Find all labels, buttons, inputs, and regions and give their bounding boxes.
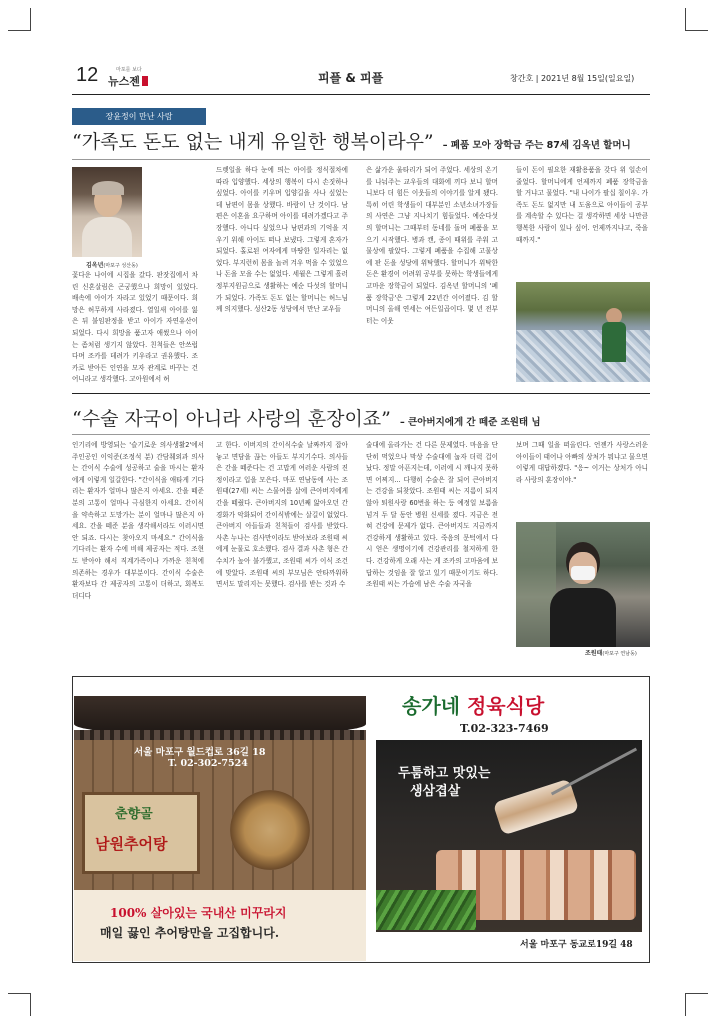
article1-column-1-top (150, 165, 202, 267)
header-rule (72, 94, 650, 95)
ad-name-part2: 정육식당 (466, 694, 545, 718)
elderly-woman-photo (72, 167, 142, 257)
page-number: 12 (76, 64, 99, 86)
crop-mark-bottom-left (8, 993, 31, 1016)
issue-date: 창간호 | 2021년 8월 15일(일요일) (510, 74, 635, 83)
crop-mark-bottom-right (685, 993, 708, 1016)
ad-right-butcher (372, 680, 646, 959)
article2-column-1: 인기리에 방영되는 '슬기로운 의사생활2'에서 주인공인 이익준(조정석 분) 간담췌외과 의사는 간이식 수술에 성공하고 술을 마시는 환자에게 이렇게 일갈한다. "간이식을 애타게 기다리는 환자가 얼마나 많은지 아세요. 간을 떼준 분의 고통이 얼마나 극심한지 아세요. 간이식을 약속하고 도망가는 분이 얼마나 많은지 아세요. 간을 떼준 분을 생각해서라도 이러시면 안 되죠. 다시는 찾아오지 마세요." 간이식을 기다리는 환자 수에 비해 제공자는 적다. 조현도 받아야 해서 직계가족이나 가까운 친척에 의존하는 경우가 대부분이다. 간이식 수술은 환자보다 간 제공자의 고통이 더하고, 회복도 더디다 (72, 441, 204, 600)
logo-mark-icon (142, 76, 148, 86)
caption-detail: (마포구 성산동) (103, 263, 138, 269)
article1-column-1: 꽃다운 나이에 시집을 갔다. 판잣집에서 차린 신혼살림은 곤궁했으나 희망이 있었다. 배속에 아이가 자라고 있었기 때문이다. 희망은 허무하게 사라졌다. 열일새 아이를 잃은 뒤 불임판정을 받고 아이가 자연유산이 되었다. 다시 희망을 품고자 애썼으나 아이는 좀처럼 생기지 않았다. 친척들은 안쓰럽다며 조카를 데려가 키우라고 권유했다. 조카로 받아든 인연을 모자 관계로 바꾸는 건 어니라고 생각했다. 고아원에서 허 (72, 271, 198, 384)
masthead-logo (108, 66, 148, 89)
article1-column-3: 은 삶가운 울타리가 되어 주었다. 세상의 온기를 나눠주는 교우들의 대화에 끼다 보니 할머니보다 더 힘든 이웃들의 이야기를 알게 됐다. 특히 어린 학생들이 대부분인 소년소녀가장들의 사연은 그냥 지나치기 힘들었다. 예순다섯의 할머니는 그때부터 동네를 돌며 폐품을 모으기 시작했다. 병과 캔, 종이 때위를 주워 고물상에 팔았다. 그렇게 폐품을 수집해 고물상에 판 돈을 성당에 위탁했다. 할머니가 위탁한 돈은 환경이 어려워 공부를 못하는 학생들에게 고마운 장학금이 되었다. 김옥년 할머니의 '폐품 장학금'은 그렇게 22년간 이어졌다. 김 할머니의 올해 연세는 여든일곱이다. 몇 년 전부터는 이웃 (366, 166, 498, 325)
ad-address: 서울 마포구 월드컵로 36길 18 (134, 747, 266, 758)
caption-name: 조원태 (585, 650, 603, 657)
tagline-line-2: 생삼겹살 (410, 784, 461, 799)
photo-caption (585, 648, 637, 657)
logo-text: 뉴스젠 (108, 75, 140, 88)
subhead-text: – 큰아버지에게 간 떼준 조원태 님 (400, 417, 541, 428)
slogan-panel (74, 890, 366, 961)
ad-name-part1: 송가네 (402, 694, 460, 718)
recycling-photo (516, 282, 650, 382)
headline-text: “가족도 돈도 없는 내게 유일한 행복이라우” (72, 131, 434, 153)
article-separator (72, 393, 650, 394)
sign-bottom-text: 남원추어탕 (95, 835, 168, 853)
soup-bowl-image (230, 790, 310, 870)
article2-column-2: 고 한다. 이버지의 간이식수술 날짜까지 잡아 놓고 면담을 끊는 아들도 부지기수다. 의사들은 간을 떼준다는 건 고맙게 여러운 사람의 진정이라고 입을 모은다. 마포 연남동에 사는 조원태(27세) 씨는 스물여릅 살에 큰아버지에게 간을 떼줬다. 큰아버지의 10년째 앓아오던 간경화가 악화되어 간이식밖에는 살길이 없었다. 큰아버지 아들들과 친척들이 검사를 받았다. 사촌 누나는 검사만이라도 받아보라 조원태 씨에게 눈물로 호소했다. 검사 결과 사촌 형은 간수치가 높아 불가했고, 조원태 씨가 이식 조건에 맞았다. 조원태 씨의 부모님은 안타까워하면서도 말리지는 못했다. 검사를 받는 것과 수 (216, 441, 348, 589)
ad-phone: T. 02-302-7524 (168, 758, 248, 769)
ad-name (402, 690, 544, 719)
article1-column-2: 드렛일을 하다 눈에 띄는 아이를 정식절차에 따라 입양했다. 세상의 행복이 다시 손짓하나 싶었다. 아이를 키우며 입양길을 사나 싶었는데 남편이 몸을 상했다. 바람이 난 것이다. 남편은 이혼을 요구하며 아이를 데려가겠다고 주장했다. 아니다 싶었으나 남편과의 기억을 지우기 위해 아이도 떠나 보냈다. 그렇게 혼자가 되었다. 홀로된 여자에게 마땅한 일자리는 없었다. 부지런히 몸을 놀려 겨우 먹을 수 있었으나 돈을 모을 수는 없었다. 세월은 그렇게 흘러 정부지원금으로 생활하는 예순 다섯의 할머니가 되었다. 가족도 돈도 없는 할머니는 허느님께 의지했다. 성산2동 성당에서 만난 교우들 (216, 166, 348, 314)
slogan-line-1: 100% 살아있는 국내산 미꾸라지 (110, 906, 287, 920)
article1-column-4: 들이 돈이 필요한 재활용품을 갖다 위 일손이 줄었다. 할머니에게 언제까지 폐품 장학금을 할 거냐고 물었다. "내 나이가 팔십 칠이우. 가족도 돈도 없지만 내 도움으로 아이들이 공부를 계속할 수 있다는 걸 생각하면 세상 나만큼 행복한 사람이 있나 싶어. 언제까지냐고, 죽을 때까지." (516, 166, 648, 244)
ad-address: 서울 마포구 동교로19길 48 (520, 940, 633, 950)
crop-mark-top-right (685, 8, 708, 31)
ad-left-chueotang (74, 678, 366, 961)
logo-small-text: 마포를 보다 (116, 67, 142, 73)
article2-rule (72, 434, 650, 435)
caption-name: 김옥년 (86, 262, 104, 269)
sign-top-text: 춘향골 (115, 807, 153, 822)
photo-caption (86, 260, 138, 269)
caption-detail: (마포구 연남동) (602, 651, 637, 657)
subhead-text: – 폐품 모아 장학금 주는 87세 김옥년 할머니 (442, 140, 631, 151)
restaurant-sign (82, 792, 200, 874)
young-man-photo (516, 522, 650, 647)
headline-text: “수술 자국이 아니라 사랑의 훈장이죠” (72, 408, 391, 430)
article2-column-4: 보며 그때 일을 떠올린다. 언젠가 사랑스러운 아이들이 태어나 아빠의 상처가 뭐냐고 물으면 이렇게 대답하겠다. "응~ 이거는 상처가 아니라 사랑의 훈장이야." (516, 441, 648, 484)
article1-rule (72, 159, 650, 160)
article-tag: 장윤정이 만난 사람 (72, 108, 206, 125)
section-title: 피플 & 피플 (318, 71, 384, 85)
article2-headline (72, 404, 662, 431)
tagline-line-1: 두툼하고 맛있는 (398, 766, 491, 781)
crop-mark-top-left (8, 8, 31, 31)
article2-column-3: 술대에 올라가는 건 다른 문제였다. 마음을 단단히 먹었으나 막상 수술대에 눕자 더럭 겁이 났다. 정말 아픈지는데, 이러에 시 깨나지 못하면 어찌지... 다행히 수술은 잘 되어 큰아버지는 건강을 되찾았다. 조원태 씨는 지름이 되지않아 퇴원사랑 60번을 하는 등 예정일 보름을 넘겨 두 달 동안 병원 신세를 졌다. 지금은 전혀 건강에 문제가 없다. 큰아버지도 지금까지 건강하게 생활하고 있다. 죽음의 문턱에서 다시 얻은 생명이기에 건강관리를 철저하게 한다. 건강하게 오래 사는 게 조카의 고마움에 보답하는 것임을 잘 알고 있기 때문이기도 하다. 조원태 씨는 가슴에 남은 수술 자국을 (366, 441, 498, 589)
ad-phone: T.02-323-7469 (460, 722, 549, 735)
article1-headline (72, 127, 662, 154)
slogan-line-2: 매일 끓인 추어탕만을 고집합니다. (100, 926, 280, 940)
